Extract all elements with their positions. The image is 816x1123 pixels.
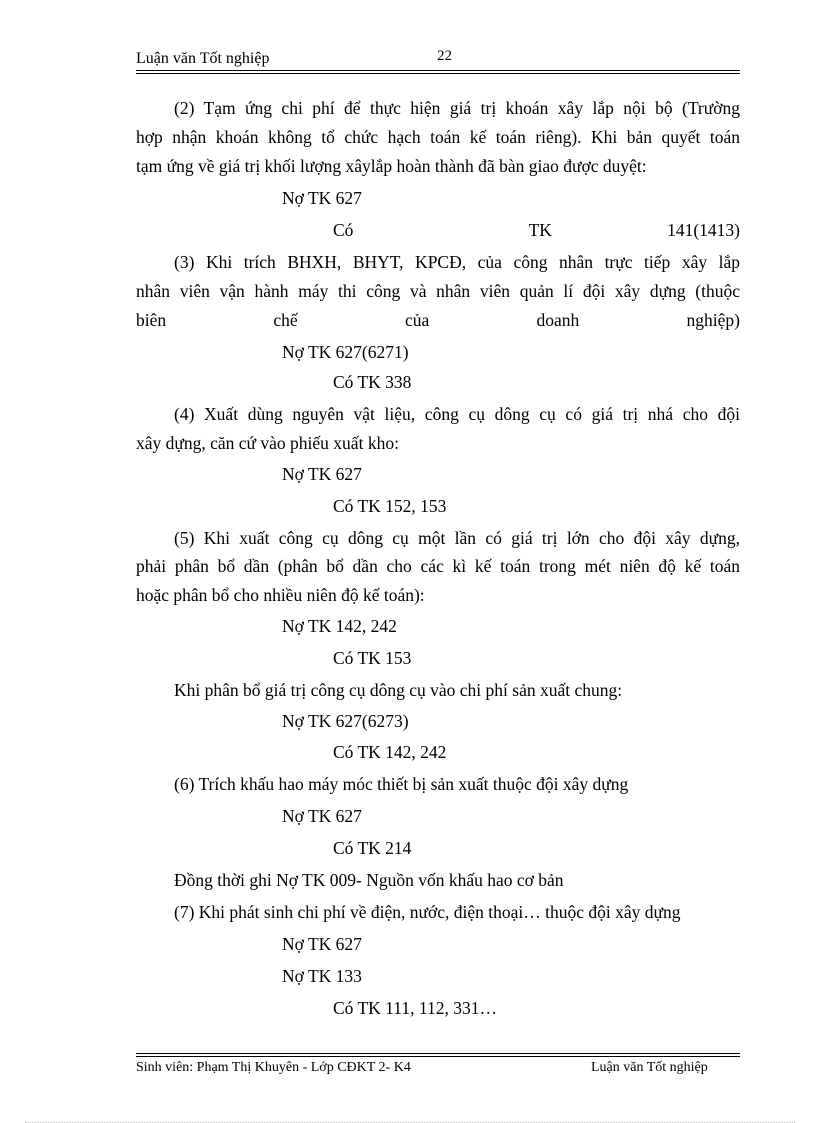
header-rule (136, 70, 740, 71)
paragraph-line: phải phân bổ dần (phân bổ dần cho các kì kế toán trong mét niên độ kế toán (136, 556, 740, 576)
journal-debit: Nợ TK 627 (282, 464, 362, 484)
journal-credit (333, 220, 740, 241)
paragraph-line: (3) Khi trích BHXH, BHYT, KPCĐ, của công nhân trực tiếp xây lắp (174, 252, 740, 272)
page-number: 22 (437, 48, 452, 64)
journal-credit: Có TK 214 (333, 838, 412, 858)
journal-debit: Nợ TK 627 (282, 806, 362, 826)
journal-debit: Nợ TK 627(6271) (282, 342, 409, 362)
journal-credit: Có TK 152, 153 (333, 496, 447, 516)
paragraph-line: (5) Khi xuất công cụ dông cụ một lần có giá trị lớn cho đội xây dựng, (174, 528, 740, 548)
paragraph-line: (4) Xuất dùng nguyên vật liệu, công cụ dông cụ có giá trị nhá cho đội (174, 404, 740, 424)
footer-student: Sinh viên: Phạm Thị Khuyên - Lớp CĐKT 2- K4 (136, 1060, 411, 1075)
credit-word: Có (333, 220, 354, 240)
paragraph-line-spread (136, 310, 740, 331)
paragraph-line: (2) Tạm ứng chi phí để thực hiện giá trị khoán xây lắp nội bộ (Trường (174, 98, 740, 118)
header-rule-thin (136, 73, 740, 74)
credit-account: TK (528, 220, 552, 240)
journal-credit: Có TK 111, 112, 331… (333, 998, 497, 1018)
journal-credit: Có TK 153 (333, 648, 412, 668)
journal-debit: Nợ TK 627(6273) (282, 711, 409, 731)
paragraph-line: nhân viên vận hành máy thi công và nhân viên quản lí đội xây dựng (thuộc (136, 281, 740, 301)
word: của (404, 310, 430, 330)
paragraph-line: Khi phân bổ giá trị công cụ dông cụ vào chi phí sản xuất chung: (174, 680, 623, 700)
journal-debit: Nợ TK 627 (282, 188, 362, 208)
journal-debit: Nợ TK 142, 242 (282, 616, 397, 636)
paragraph-line: (6) Trích khấu hao máy móc thiết bị sản xuất thuộc đội xây dựng (174, 774, 629, 794)
journal-credit: Có TK 142, 242 (333, 742, 447, 762)
paragraph-line: (7) Khi phát sinh chi phí về điện, nước, điện thoại… thuộc đội xây dựng (174, 902, 681, 922)
footer-rule-thin (136, 1053, 740, 1054)
journal-debit: Nợ TK 133 (282, 966, 362, 986)
footer-rule (136, 1056, 740, 1057)
journal-credit: Có TK 338 (333, 372, 412, 392)
journal-debit: Nợ TK 627 (282, 934, 362, 954)
paragraph-line: hợp nhận khoán không tổ chức hạch toán kế toán riêng). Khi bản quyết toán (136, 127, 740, 147)
word: biên (136, 310, 167, 330)
word: doanh (536, 310, 580, 330)
credit-number: 141(1413) (667, 220, 740, 240)
word: chế (273, 310, 298, 330)
paragraph-line: tạm ứng về giá trị khối lượng xâylắp hoàn thành đã bàn giao được duyệt: (136, 156, 647, 176)
footer-title: Luận văn Tốt nghiệp (591, 1060, 708, 1075)
paragraph-line: hoặc phân bổ cho nhiều niên độ kế toán): (136, 585, 425, 605)
paragraph-line: Đồng thời ghi Nợ TK 009- Nguồn vốn khấu hao cơ bản (174, 870, 564, 890)
paragraph-line: xây dựng, căn cứ vào phiếu xuất kho: (136, 433, 399, 453)
word: nghiệp) (686, 310, 740, 330)
header-title: Luận văn Tốt nghiệp (136, 50, 270, 67)
